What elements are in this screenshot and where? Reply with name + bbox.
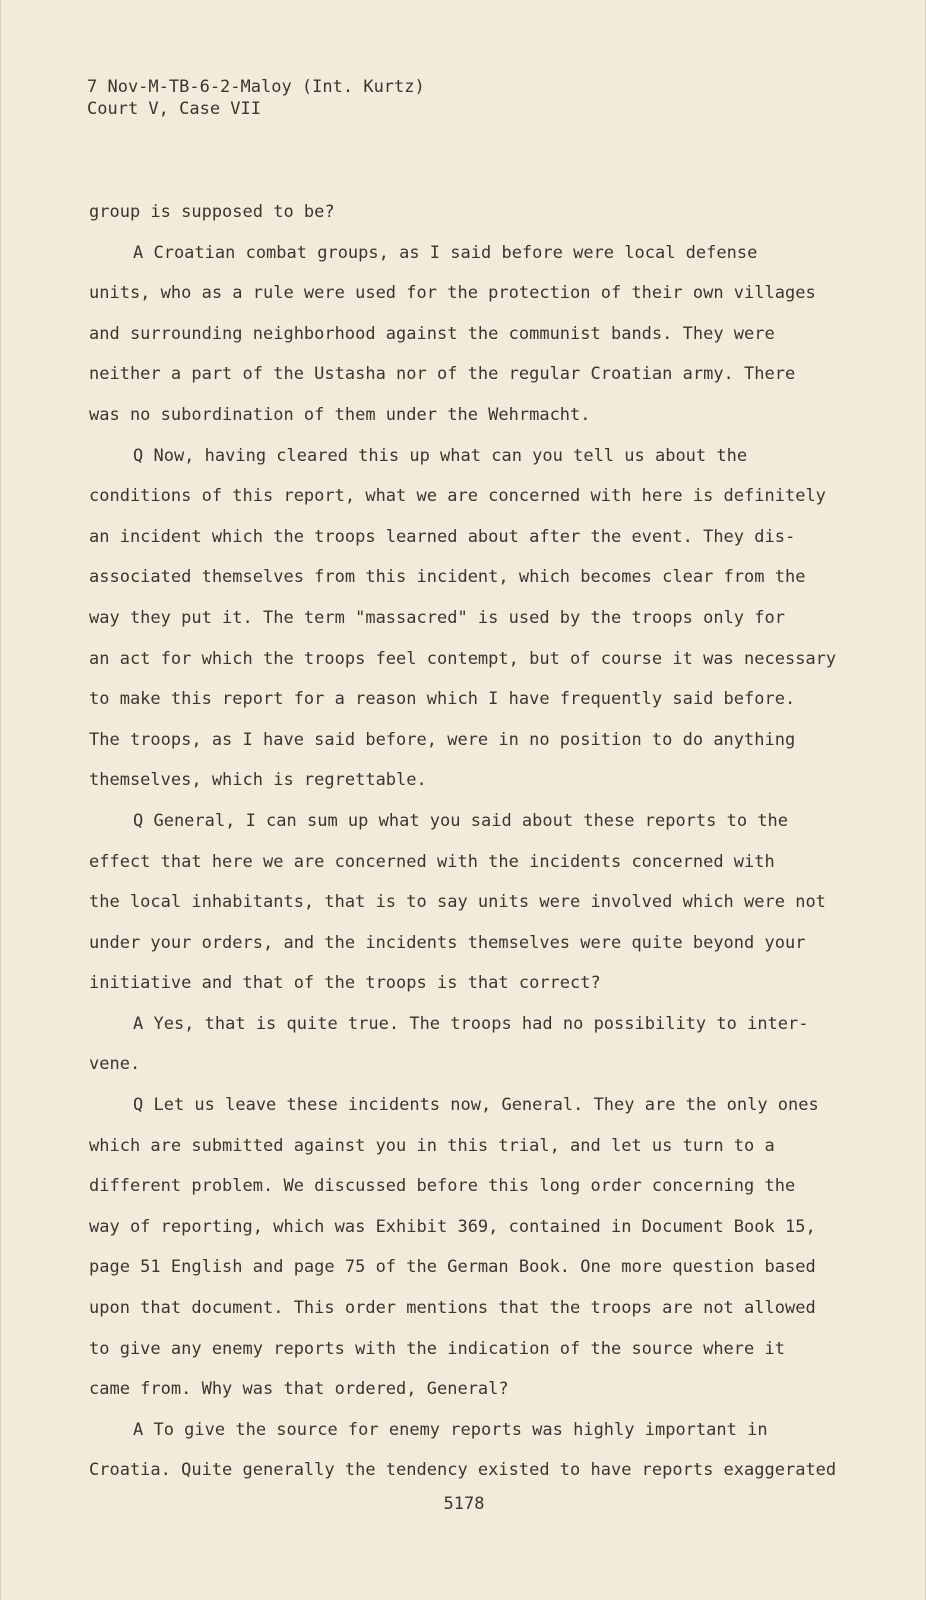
transcript-line: to give any enemy reports with the indication of the source where it bbox=[89, 1338, 785, 1359]
transcript-line: associated themselves from this incident, which becomes clear from the bbox=[89, 567, 806, 588]
question-line: Q Now, having cleared this up what can you tell us about the bbox=[133, 445, 748, 466]
transcript-body bbox=[89, 196, 849, 1495]
transcript-line: way of reporting, which was Exhibit 369, contained in Document Book 15, bbox=[89, 1216, 816, 1237]
transcript-line: The troops, as I have said before, were in no position to do anything bbox=[89, 729, 796, 750]
transcript-line: different problem. We discussed before this long order concerning the bbox=[89, 1176, 796, 1197]
transcript-line: page 51 English and page 75 of the German Book. One more question based bbox=[89, 1257, 816, 1278]
header-court-line: Court V, Case VII bbox=[87, 99, 261, 119]
transcript-line: which are submitted against you in this trial, and let us turn to a bbox=[89, 1135, 775, 1156]
transcript-line: came from. Why was that ordered, General? bbox=[89, 1379, 509, 1400]
transcript-line: themselves, which is regrettable. bbox=[89, 770, 427, 791]
transcript-line: was no subordination of them under the Wehrmacht. bbox=[89, 404, 591, 425]
transcript-line: under your orders, and the incidents themselves were quite beyond your bbox=[89, 932, 806, 953]
transcript-line: an act for which the troops feel contempt, but of course it was necessary bbox=[89, 648, 837, 669]
transcript-line: units, who as a rule were used for the protection of their own villages bbox=[89, 283, 816, 304]
transcript-line: effect that here we are concerned with the incidents concerned with bbox=[89, 851, 775, 872]
transcript-line: group is supposed to be? bbox=[89, 202, 335, 222]
header-session-line: 7 Nov-M-TB-6-2-Maloy (Int. Kurtz) bbox=[87, 77, 425, 97]
question-line: Q General, I can sum up what you said about these reports to the bbox=[133, 810, 789, 831]
transcript-line: vene. bbox=[89, 1054, 141, 1075]
transcript-line: initiative and that of the troops is that correct? bbox=[89, 973, 601, 994]
transcript-line: an incident which the troops learned about after the event. They dis- bbox=[89, 526, 796, 547]
transcript-line: way they put it. The term "massacred" is used by the troops only for bbox=[89, 607, 785, 628]
question-line: Q Let us leave these incidents now, General. They are the only ones bbox=[133, 1095, 819, 1116]
answer-line: A Yes, that is quite true. The troops had no possibility to inter- bbox=[133, 1013, 809, 1034]
transcript-line: neither a part of the Ustasha nor of the regular Croatian army. There bbox=[89, 364, 796, 385]
document-header bbox=[87, 76, 425, 120]
transcript-line: to make this report for a reason which I have frequently said before. bbox=[89, 689, 796, 710]
transcript-line: and surrounding neighborhood against the communist bands. They were bbox=[89, 323, 775, 344]
transcript-line: upon that document. This order mentions that the troops are not allowed bbox=[89, 1298, 816, 1319]
transcript-line: conditions of this report, what we are concerned with here is definitely bbox=[89, 486, 826, 507]
transcript-line: Croatia. Quite generally the tendency existed to have reports exaggerated bbox=[89, 1460, 837, 1481]
transcript-line: the local inhabitants, that is to say units were involved which were not bbox=[89, 892, 826, 913]
answer-line: A Croatian combat groups, as I said before were local defense bbox=[133, 242, 758, 263]
page-number: 5178 bbox=[443, 1494, 485, 1514]
answer-line: A To give the source for enemy reports was highly important in bbox=[133, 1419, 768, 1440]
